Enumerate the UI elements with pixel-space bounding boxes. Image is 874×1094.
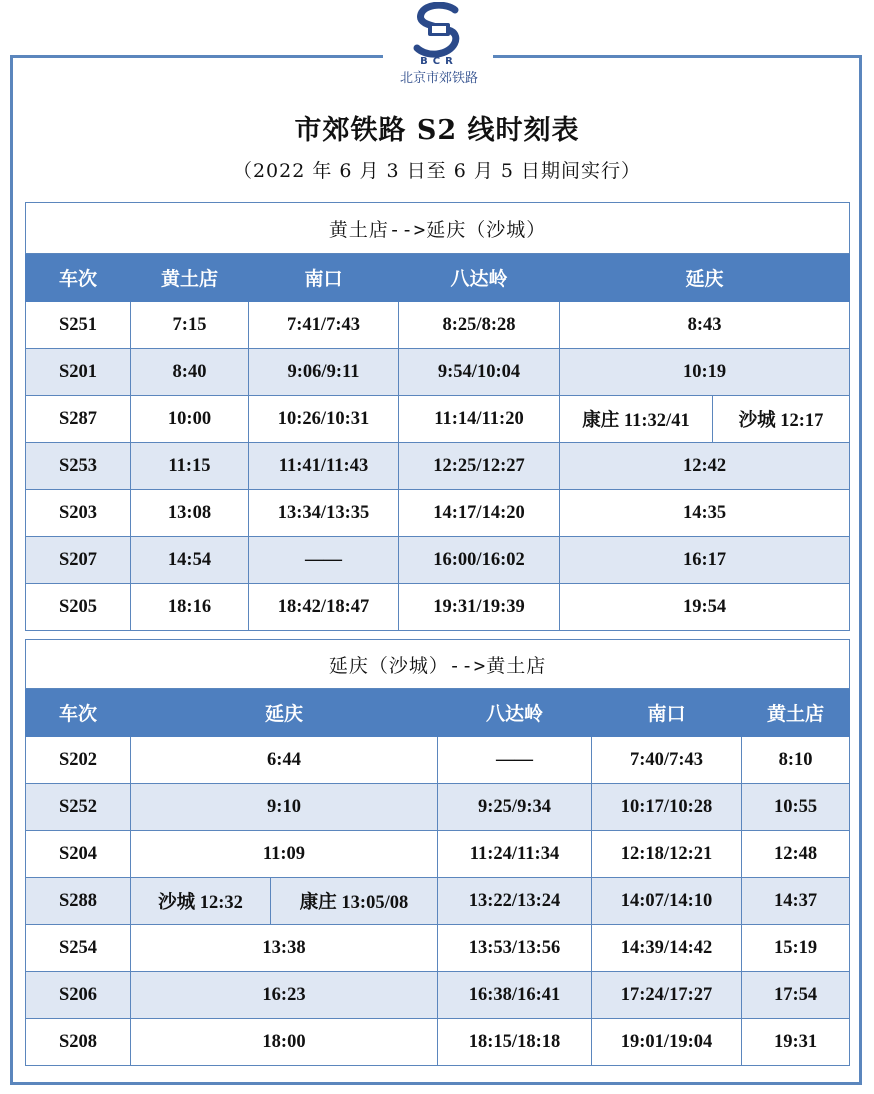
direction-label: 黄土店-->延庆（沙城） <box>26 203 850 254</box>
header-nankou: 南口 <box>592 689 742 737</box>
table-row <box>26 1019 850 1066</box>
time-cell-kangzhuang: 康庄 11:32/41 <box>560 396 713 443</box>
time-cell: 14:37 <box>742 878 850 925</box>
header-train: 车次 <box>26 689 131 737</box>
train-number: S203 <box>26 490 131 537</box>
header-train: 车次 <box>26 254 131 302</box>
time-cell: 12:48 <box>742 831 850 878</box>
time-cell: 7:15 <box>131 302 249 349</box>
page-title: 市郊铁路 S2 线时刻表 <box>294 115 580 146</box>
table-row <box>26 784 850 831</box>
time-cell-kangzhuang: 康庄 13:05/08 <box>271 878 438 925</box>
time-cell: 19:54 <box>560 584 850 631</box>
train-number: S205 <box>26 584 131 631</box>
time-cell: 17:24/17:27 <box>592 972 742 1019</box>
time-cell: 19:31/19:39 <box>399 584 560 631</box>
train-number: S202 <box>26 737 131 784</box>
header-badaling: 八达岭 <box>399 254 560 302</box>
time-cell-shacheng: 沙城 12:32 <box>131 878 271 925</box>
table-row <box>26 302 850 349</box>
time-cell: 11:14/11:20 <box>399 396 560 443</box>
train-number: S288 <box>26 878 131 925</box>
time-cell: 8:40 <box>131 349 249 396</box>
time-cell: 14:17/14:20 <box>399 490 560 537</box>
header-huangtudian: 黄土店 <box>742 689 850 737</box>
time-cell: 19:31 <box>742 1019 850 1066</box>
logo-abbr: BCR <box>420 56 458 67</box>
time-cell: 18:42/18:47 <box>249 584 399 631</box>
train-number: S208 <box>26 1019 131 1066</box>
time-cell: 18:15/18:18 <box>438 1019 592 1066</box>
time-cell: 14:54 <box>131 537 249 584</box>
direction-row <box>26 640 850 689</box>
time-cell: 10:26/10:31 <box>249 396 399 443</box>
time-cell: 8:43 <box>560 302 850 349</box>
time-cell: 8:10 <box>742 737 850 784</box>
time-cell: 15:19 <box>742 925 850 972</box>
time-cell: 11:41/11:43 <box>249 443 399 490</box>
direction-label: 延庆（沙城）-->黄土店 <box>26 640 850 689</box>
time-cell: 11:24/11:34 <box>438 831 592 878</box>
time-cell: 18:16 <box>131 584 249 631</box>
time-cell: 14:35 <box>560 490 850 537</box>
train-number: S204 <box>26 831 131 878</box>
train-number: S251 <box>26 302 131 349</box>
table-row <box>26 972 850 1019</box>
time-cell: 8:25/8:28 <box>399 302 560 349</box>
timetable-down <box>25 202 850 631</box>
time-cell: 10:17/10:28 <box>592 784 742 831</box>
time-cell: 13:34/13:35 <box>249 490 399 537</box>
table-row <box>26 925 850 972</box>
time-cell: 12:25/12:27 <box>399 443 560 490</box>
time-cell: 12:18/12:21 <box>592 831 742 878</box>
train-number: S253 <box>26 443 131 490</box>
time-cell: 9:10 <box>131 784 438 831</box>
time-cell: 18:00 <box>131 1019 438 1066</box>
train-number: S206 <box>26 972 131 1019</box>
time-cell: 11:15 <box>131 443 249 490</box>
header-nankou: 南口 <box>249 254 399 302</box>
timetable-up <box>25 639 850 1066</box>
table-row <box>26 443 850 490</box>
time-cell: 9:54/10:04 <box>399 349 560 396</box>
bcr-emblem-icon <box>411 2 467 58</box>
time-cell: —— <box>249 537 399 584</box>
time-cell: 9:06/9:11 <box>249 349 399 396</box>
time-cell: 16:23 <box>131 972 438 1019</box>
time-cell: 13:53/13:56 <box>438 925 592 972</box>
time-cell: 13:22/13:24 <box>438 878 592 925</box>
time-cell: 16:38/16:41 <box>438 972 592 1019</box>
time-cell: 7:41/7:43 <box>249 302 399 349</box>
bcr-logo <box>393 2 485 92</box>
time-cell: 14:39/14:42 <box>592 925 742 972</box>
time-cell: 10:55 <box>742 784 850 831</box>
table-row <box>26 349 850 396</box>
table-row <box>26 490 850 537</box>
table-row <box>26 537 850 584</box>
header-yanqing: 延庆 <box>560 254 850 302</box>
time-cell: 10:00 <box>131 396 249 443</box>
logo-name: 北京市郊铁路 <box>399 71 478 86</box>
train-number: S254 <box>26 925 131 972</box>
header-row <box>26 254 850 302</box>
time-cell: 7:40/7:43 <box>592 737 742 784</box>
table-row <box>26 878 850 925</box>
time-cell: 16:17 <box>560 537 850 584</box>
header-yanqing: 延庆 <box>131 689 438 737</box>
time-cell: 9:25/9:34 <box>438 784 592 831</box>
time-cell: —— <box>438 737 592 784</box>
direction-row <box>26 203 850 254</box>
train-number: S287 <box>26 396 131 443</box>
time-cell: 11:09 <box>131 831 438 878</box>
table-row <box>26 584 850 631</box>
train-number: S207 <box>26 537 131 584</box>
page-subtitle: （2022 年 6 月 3 日至 6 月 5 日期间实行） <box>232 160 642 182</box>
table-row <box>26 737 850 784</box>
table-row <box>26 831 850 878</box>
time-cell: 17:54 <box>742 972 850 1019</box>
time-cell: 12:42 <box>560 443 850 490</box>
time-cell: 16:00/16:02 <box>399 537 560 584</box>
time-cell: 14:07/14:10 <box>592 878 742 925</box>
time-cell: 13:38 <box>131 925 438 972</box>
header-huangtudian: 黄土店 <box>131 254 249 302</box>
time-cell-shacheng: 沙城 12:17 <box>713 396 850 443</box>
time-cell: 19:01/19:04 <box>592 1019 742 1066</box>
header-row <box>26 689 850 737</box>
time-cell: 6:44 <box>131 737 438 784</box>
train-number: S201 <box>26 349 131 396</box>
train-number: S252 <box>26 784 131 831</box>
time-cell: 10:19 <box>560 349 850 396</box>
header-badaling: 八达岭 <box>438 689 592 737</box>
time-cell: 13:08 <box>131 490 249 537</box>
table-row <box>26 396 850 443</box>
